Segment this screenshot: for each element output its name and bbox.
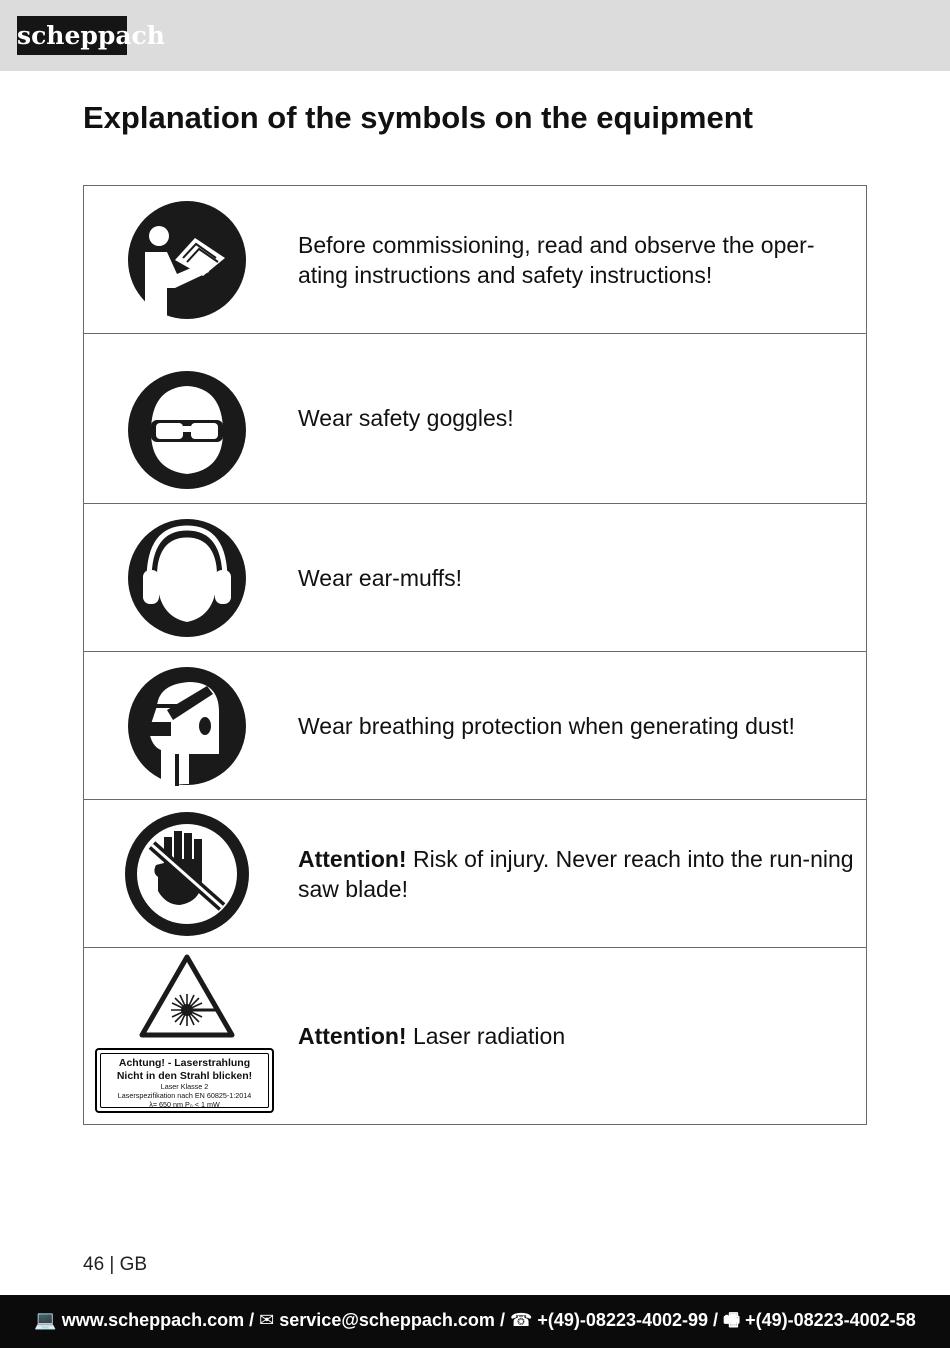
symbol-text: Wear breathing protection when generating dust! [298, 713, 795, 739]
symbol-text: Wear safety goggles! [298, 405, 514, 431]
phone-number: +(49)-08223-4002-99 [537, 1310, 709, 1330]
page-number: 46 | GB [83, 1254, 148, 1275]
symbol-text: Wear ear-muffs! [298, 565, 463, 591]
no-hand-icon [124, 811, 250, 937]
safety-goggles-icon [127, 370, 247, 490]
computer-icon: 💻 [34, 1310, 57, 1330]
symbol-text: Attention! Risk of injury. Never reach into the run-ning saw blade! [298, 846, 854, 902]
symbol-row-laser [84, 947, 866, 1124]
symbol-row-read-manual [84, 186, 866, 333]
attention-label: Attention! [298, 846, 407, 872]
footer: 💻 www.scheppach.com / ✉ service@scheppach.com / ☎ +(49)-08223-4002-99 / 🖷 +(49)-08223-4002-58 [0, 1295, 950, 1348]
ear-muffs-icon [127, 518, 247, 638]
symbol-row-no-hand [84, 799, 866, 947]
mail-icon: ✉ [259, 1310, 275, 1330]
symbol-text: Before commissioning, read and observe the oper-ating instructions and safety instructions! [298, 232, 815, 288]
symbol-table [83, 185, 867, 1125]
breathing-protection-icon [127, 666, 247, 786]
attention-label: Attention! [298, 1023, 407, 1049]
symbol-row-breathing-protection [84, 651, 866, 799]
page-title: Explanation of the symbols on the equipment [83, 100, 753, 135]
fax-number: +(49)-08223-4002-58 [745, 1310, 916, 1330]
laser-warning-label: Achtung! - Laserstrahlung Nicht in den Strahl blicken! Laser Klasse 2 Laserspezifikation nach EN 60825-1:2014 λ= 650 nm P₀ < 1 mW [95, 1048, 274, 1113]
website-link[interactable]: www.scheppach.com [61, 1310, 245, 1330]
phone-icon: ☎ [509, 1310, 533, 1330]
fax-icon: 🖷 [723, 1310, 741, 1330]
symbol-text: Attention! Laser radiation [298, 1023, 566, 1049]
laser-warning-icon [139, 954, 235, 1038]
symbol-row-safety-goggles [84, 333, 866, 503]
header-band [0, 0, 950, 71]
scheppach-logo: scheppach [17, 16, 127, 55]
email-link[interactable]: service@scheppach.com [279, 1310, 495, 1330]
read-manual-icon [127, 200, 247, 320]
symbol-row-ear-muffs [84, 503, 866, 651]
